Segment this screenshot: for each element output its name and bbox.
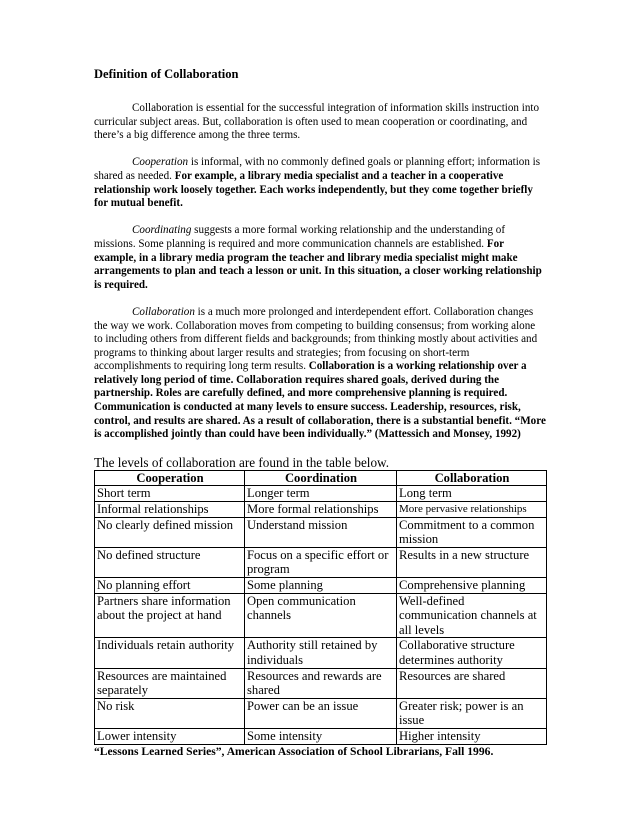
table-intro: The levels of collaboration are found in the table below. [94,454,390,470]
page-title: Definition of Collaboration [94,67,239,81]
table-cell: Long term [397,486,547,502]
table-cell: No risk [95,698,245,728]
table-cell: Resources and rewards are shared [245,668,397,698]
table-cell: No planning effort [95,578,245,594]
paragraph-text: is a much more prolonged and interdependent effort. Collaboration changes the way we work. Collaboration moves from competing to building consensus; from working alone to including others from different fields and backgrounds; from thinking mostly about activities and programs to thinking about larger results and strategies; from focusing on short-term accomplishments to requiring long term results. [94,305,538,373]
table-cell: Understand mission [245,517,397,547]
table-cell: No clearly defined mission [95,517,245,547]
table-cell: Some intensity [245,728,397,744]
table-cell: Open communication channels [245,593,397,638]
table-cell: Longer term [245,486,397,502]
term-collaboration: Collaboration [132,305,195,318]
table-cell: Commitment to a common mission [397,517,547,547]
table-cell: Greater risk; power is an issue [397,698,547,728]
table-cell: Resources are shared [397,668,547,698]
table-row [95,517,547,547]
source-citation: “Lessons Learned Series”, American Association of School Librarians, Fall 1996. [94,744,494,758]
table-row [95,668,547,698]
paragraph-bold-text: For example, a library media specialist and a teacher in a cooperative relationship work loosely together. Each works independently, but they come together briefly for mutual benefit. [94,169,533,210]
table-cell: Comprehensive planning [397,578,547,594]
paragraph-intro: Collaboration is essential for the successful integration of information skills instruction into curricular subject areas. But, collaboration is often used to mean cooperation or coordinating, and there’s a big difference among the three terms. [94,102,540,142]
table-cell: Lower intensity [95,728,245,744]
table-cell: Informal relationships [95,502,245,518]
header-collaboration: Collaboration [397,470,547,486]
paragraph-text: is informal, with no commonly defined goals or planning effort; information is shared as needed. [94,156,541,182]
table-cell: Authority still retained by individuals [245,638,397,668]
table-cell: No defined structure [95,547,245,577]
table-cell: Higher intensity [397,728,547,744]
paragraph-cooperation [94,156,546,210]
table-cell: More pervasive relationships [397,502,547,518]
table-row [95,593,547,638]
table-row [95,728,547,744]
table-cell: Resources are maintained separately [95,668,245,698]
table-cell: Short term [95,486,245,502]
paragraph-collaboration [94,306,546,442]
table-row [95,578,547,594]
table-cell: Power can be an issue [245,698,397,728]
table-cell: More formal relationships [245,502,397,518]
table-cell: Focus on a specific effort or program [245,547,397,577]
paragraph-bold-text: Collaboration is a working relationship over a relatively long period of time. Collaboration requires shared goals, derived during the partnership. Roles are carefully defined, and more comprehensive planning is required. Communication is conducted at many levels to ensure success. Leadership, resources, risk, control, and results are shared. As a result of collaboration, there is a substantial benefit. “More is accomplished jointly than could have been individually.” (Mattessich and Monsey, 1992) [94,360,546,441]
header-cooperation: Cooperation [95,470,245,486]
collaboration-levels-table [94,470,547,745]
paragraph-coordinating [94,224,546,292]
table-row [95,638,547,668]
paragraph-bold-text: For example, in a library media program the teacher and library media specialist might make arrangements to plan and teach a lesson or unit. In this situation, a closer working relationship is required. [94,237,542,291]
table-header-row [95,470,547,486]
term-cooperation: Cooperation [132,156,189,169]
table-cell: Results in a new structure [397,547,547,577]
table-row [95,698,547,728]
term-coordinating: Coordinating [132,224,192,237]
table-cell: Some planning [245,578,397,594]
table-cell: Collaborative structure determines authority [397,638,547,668]
table-cell: Partners share information about the project at hand [95,593,245,638]
header-coordination: Coordination [245,470,397,486]
table-row [95,547,547,577]
table-row [95,486,547,502]
paragraph-text: suggests a more formal working relationship and the understanding of missions. Some planning is required and more communication channels are established. [94,224,506,250]
table-row [95,502,547,518]
document-page [94,66,546,759]
table-cell: Well-defined communication channels at all levels [397,593,547,638]
table-cell: Individuals retain authority [95,638,245,668]
